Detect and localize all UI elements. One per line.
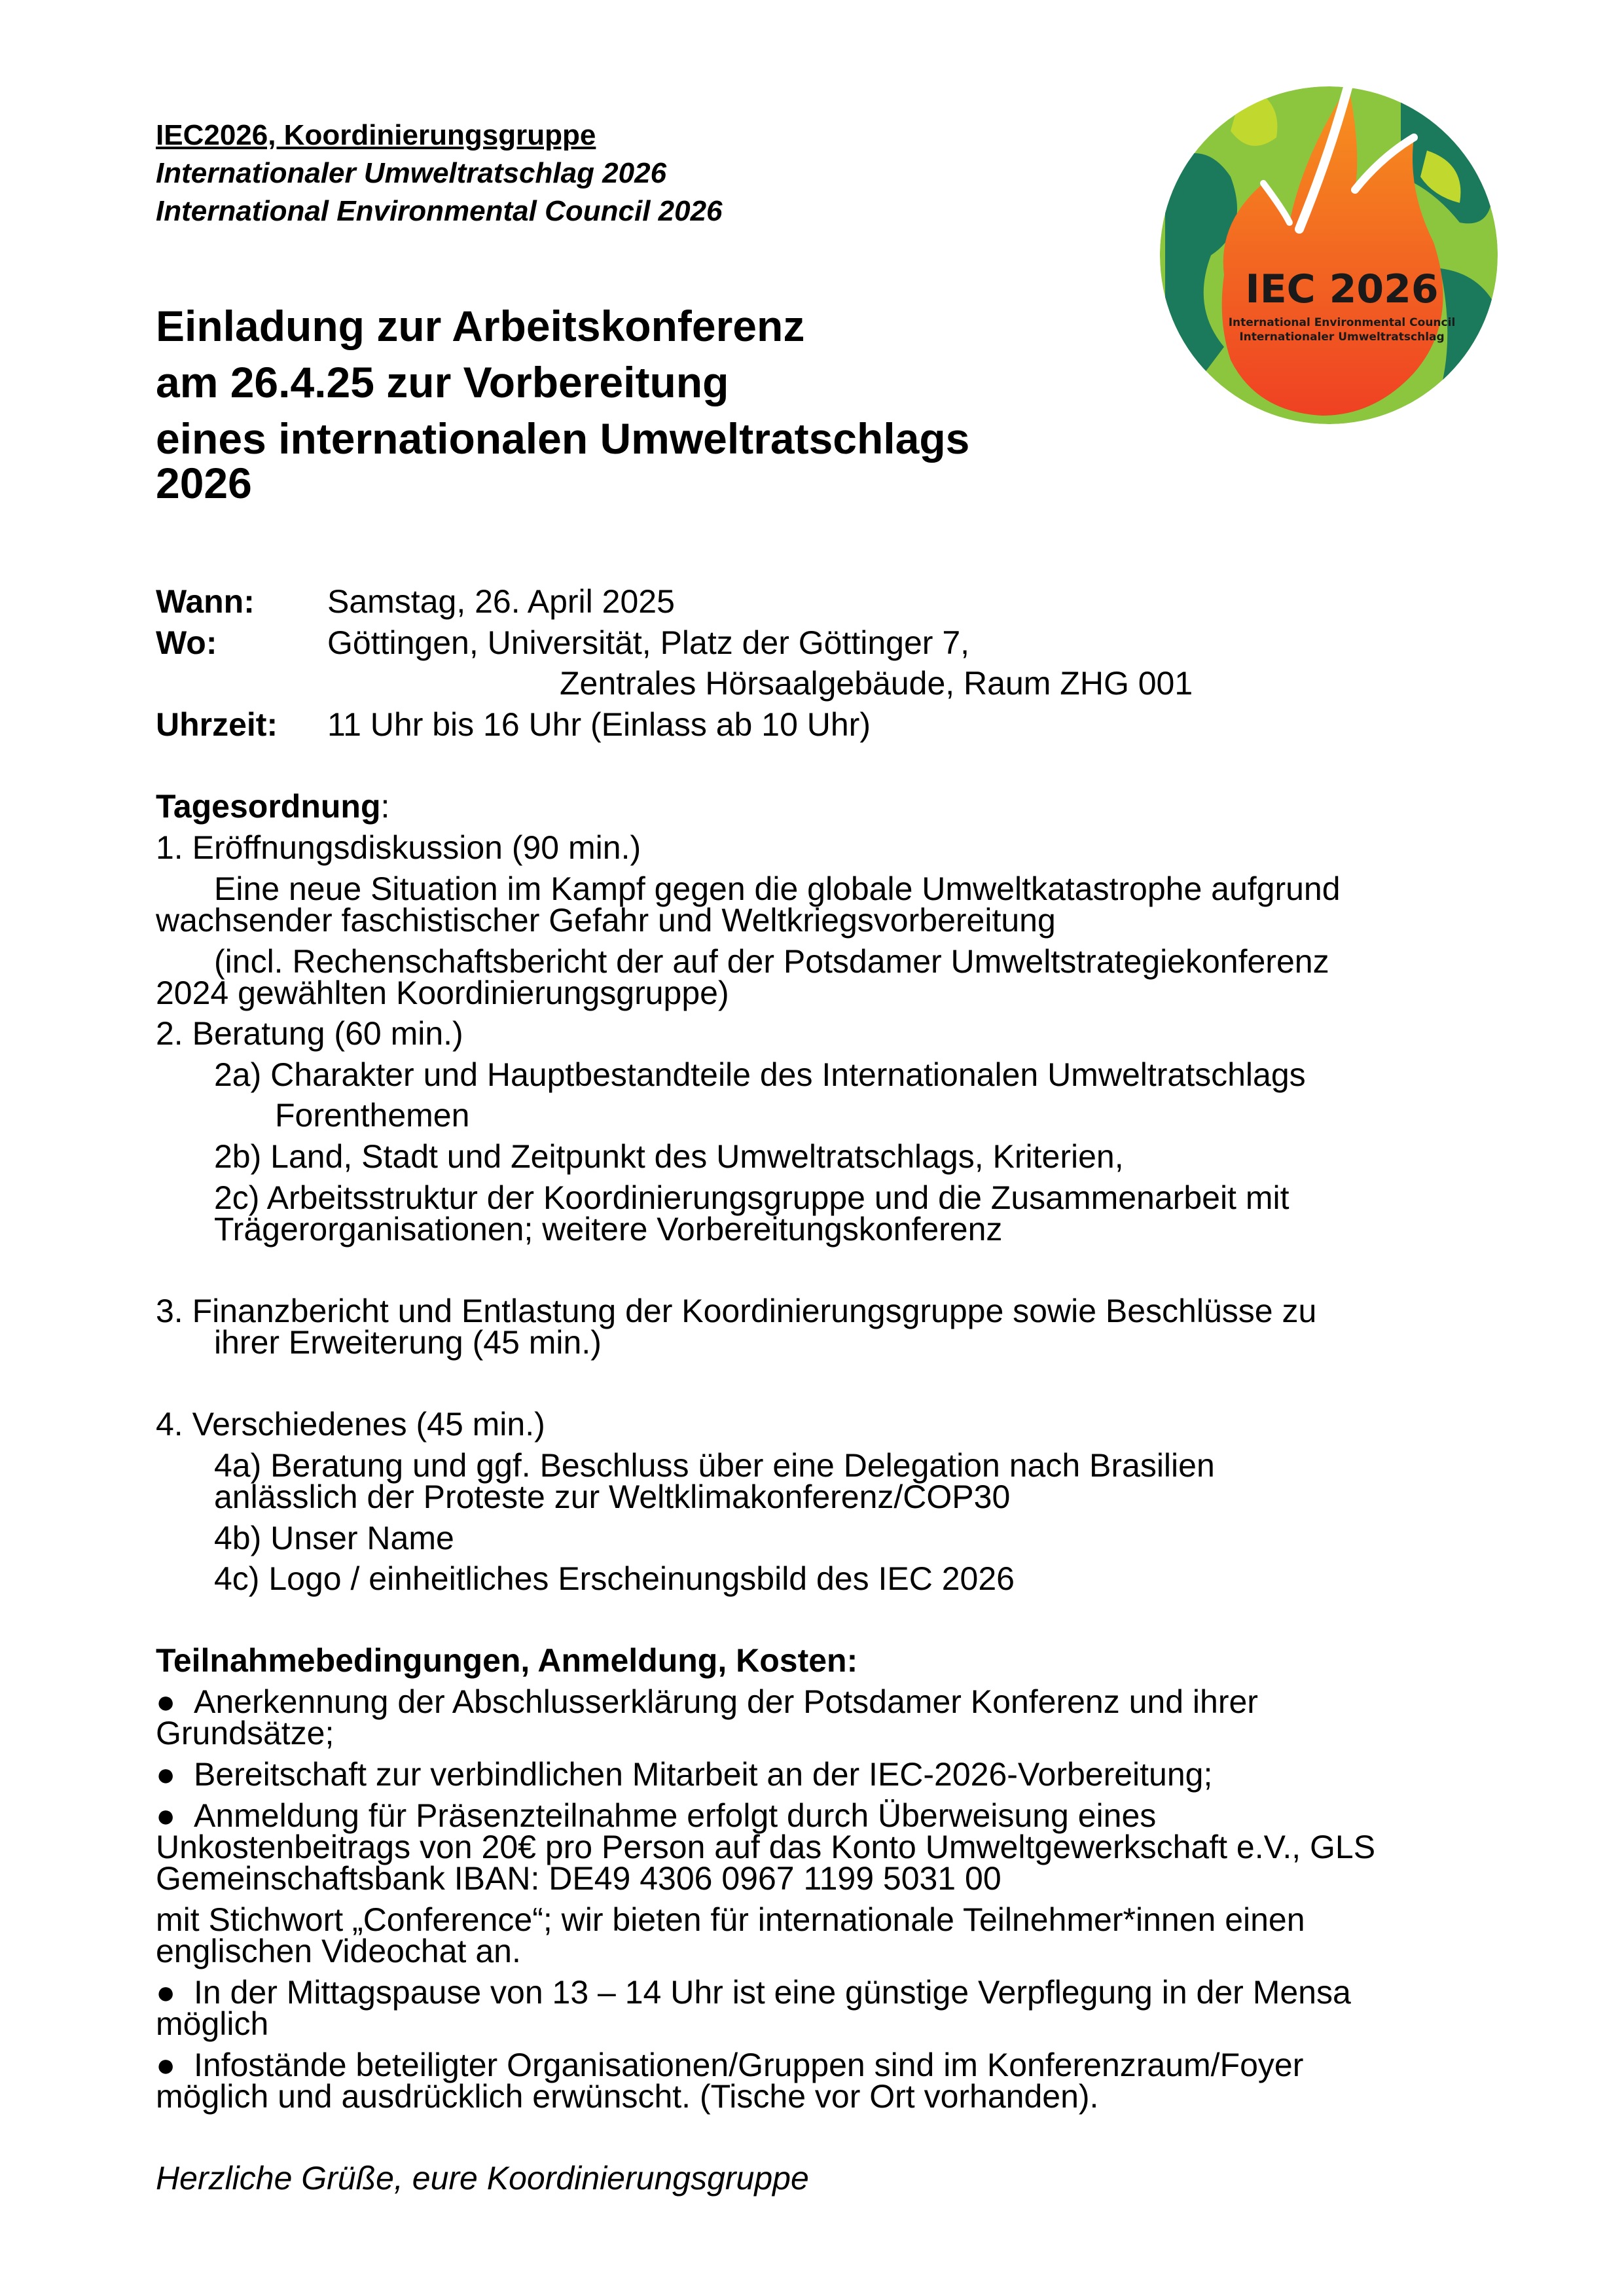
wo-value-line-1: Göttingen, Universität, Platz der Göttinger 7, [327, 624, 970, 661]
agenda-item-2c-line-1: 2c) Arbeitsstruktur der Koordinierungsgruppe und die Zusammenarbeit mit [214, 1179, 1290, 1216]
header-german-name: Internationaler Umweltratschlag 2026 [156, 157, 667, 189]
agenda-item-2b: 2b) Land, Stadt und Zeitpunkt des Umweltratschlags, Kriterien, [214, 1138, 1124, 1175]
title-line-3: eines internationalen Umweltratschlags [156, 414, 970, 463]
logo-main-text: IEC 2026 [1245, 266, 1439, 312]
agenda-heading: Tagesordnung: [156, 788, 390, 825]
agenda-item-1: 1. Eröffnungsdiskussion (90 min.) [156, 829, 641, 866]
bullet-icon: ● [156, 1797, 176, 1834]
wo-label: Wo: [156, 624, 217, 661]
condition-bullet-5-line-1: ● Infostände beteiligter Organisationen/Gruppen sind im Konferenzraum/Foyer [156, 2047, 1304, 2083]
closing-greeting: Herzliche Grüße, eure Koordinierungsgruppe [156, 2160, 809, 2197]
agenda-item-4b: 4b) Unser Name [214, 1520, 454, 1556]
agenda-item-2a-line-2: Forenthemen [275, 1097, 470, 1134]
agenda-item-1-desc-line-1: Eine neue Situation im Kampf gegen die globale Umweltkatastrophe aufgrund [214, 870, 1341, 907]
condition-bullet-3-line-3: Gemeinschaftsbank IBAN: DE49 4306 0967 1199 5031 00 [156, 1860, 1001, 1897]
logo-sub-text-english: International Environmental Council [1228, 316, 1456, 329]
header-english-name: International Environmental Council 2026 [156, 195, 723, 227]
title-line-4: 2026 [156, 459, 252, 507]
wo-value-line-2: Zentrales Hörsaalgebäude, Raum ZHG 001 [560, 665, 1193, 702]
conditions-heading: Teilnahmebedingungen, Anmeldung, Kosten: [156, 1642, 858, 1679]
bullet-icon: ● [156, 1974, 176, 2011]
agenda-item-1-desc-line-4: 2024 gewählten Koordinierungsgruppe) [156, 975, 729, 1011]
condition-bullet-1-line-2: Grundsätze; [156, 1715, 334, 1751]
agenda-item-1-desc-line-2: wachsender faschistischer Gefahr und Weltkriegsvorbereitung [156, 902, 1056, 939]
agenda-item-3-line-2: ihrer Erweiterung (45 min.) [214, 1324, 602, 1361]
condition-bullet-3-line-2: Unkostenbeitrags von 20€ pro Person auf das Konto Umweltgewerkschaft e.V., GLS [156, 1829, 1376, 1865]
condition-bullet-1-line-1: ● Anerkennung der Abschlusserklärung der Potsdamer Konferenz und ihrer [156, 1683, 1258, 1720]
agenda-item-3-line-1: 3. Finanzbericht und Entlastung der Koordinierungsgruppe sowie Beschlüsse zu [156, 1293, 1317, 1329]
condition-bullet-3-line-4: mit Stichwort „Conference“; wir bieten für internationale Teilnehmer*innen einen [156, 1901, 1305, 1938]
agenda-item-2c-line-2: Trägerorganisationen; weitere Vorbereitungskonferenz [214, 1211, 1003, 1247]
document-header [156, 117, 723, 230]
agenda-item-2a-line-1: 2a) Charakter und Hauptbestandteile des Internationalen Umweltratschlags [214, 1056, 1306, 1093]
condition-bullet-3-line-5: englischen Videochat an. [156, 1933, 521, 1969]
title-line-2: am 26.4.25 zur Vorbereitung [156, 358, 729, 406]
header-org-line: IEC2026, Koordinierungsgruppe [156, 119, 596, 151]
uhrzeit-label: Uhrzeit: [156, 706, 278, 743]
wann-label: Wann: [156, 583, 255, 620]
bullet-icon: ● [156, 2047, 176, 2083]
condition-bullet-3-line-1: ● Anmeldung für Präsenzteilnahme erfolgt durch Überweisung eines [156, 1797, 1157, 1834]
document-title [156, 298, 969, 511]
wann-value: Samstag, 26. April 2025 [327, 583, 675, 620]
agenda-item-1-desc-line-3: (incl. Rechenschaftsbericht der auf der Potsdamer Umweltstrategiekonferenz [214, 943, 1329, 980]
bullet-icon: ● [156, 1756, 176, 1793]
condition-bullet-5-line-2: möglich und ausdrücklich erwünscht. (Tische vor Ort vorhanden). [156, 2078, 1099, 2115]
uhrzeit-value: 11 Uhr bis 16 Uhr (Einlass ab 10 Uhr) [327, 706, 871, 743]
bullet-icon: ● [156, 1683, 176, 1720]
iec-2026-logo [1152, 59, 1506, 425]
agenda-item-4a-line-1: 4a) Beratung und ggf. Beschluss über eine Delegation nach Brasilien [214, 1447, 1215, 1484]
condition-bullet-4-line-1: ● In der Mittagspause von 13 – 14 Uhr ist eine günstige Verpflegung in der Mensa [156, 1974, 1351, 2011]
condition-bullet-4-line-2: möglich [156, 2005, 269, 2042]
agenda-item-4: 4. Verschiedenes (45 min.) [156, 1406, 545, 1443]
agenda-item-4c: 4c) Logo / einheitliches Erscheinungsbild des IEC 2026 [214, 1560, 1015, 1597]
agenda-item-2: 2. Beratung (60 min.) [156, 1015, 463, 1052]
title-line-1: Einladung zur Arbeitskonferenz [156, 302, 805, 350]
logo-sub-text-german: Internationaler Umweltratschlag [1239, 331, 1445, 344]
condition-bullet-2: ● Bereitschaft zur verbindlichen Mitarbeit an der IEC-2026-Vorbereitung; [156, 1756, 1213, 1793]
agenda-item-4a-line-2: anlässlich der Proteste zur Weltklimakonferenz/COP30 [214, 1479, 1011, 1515]
